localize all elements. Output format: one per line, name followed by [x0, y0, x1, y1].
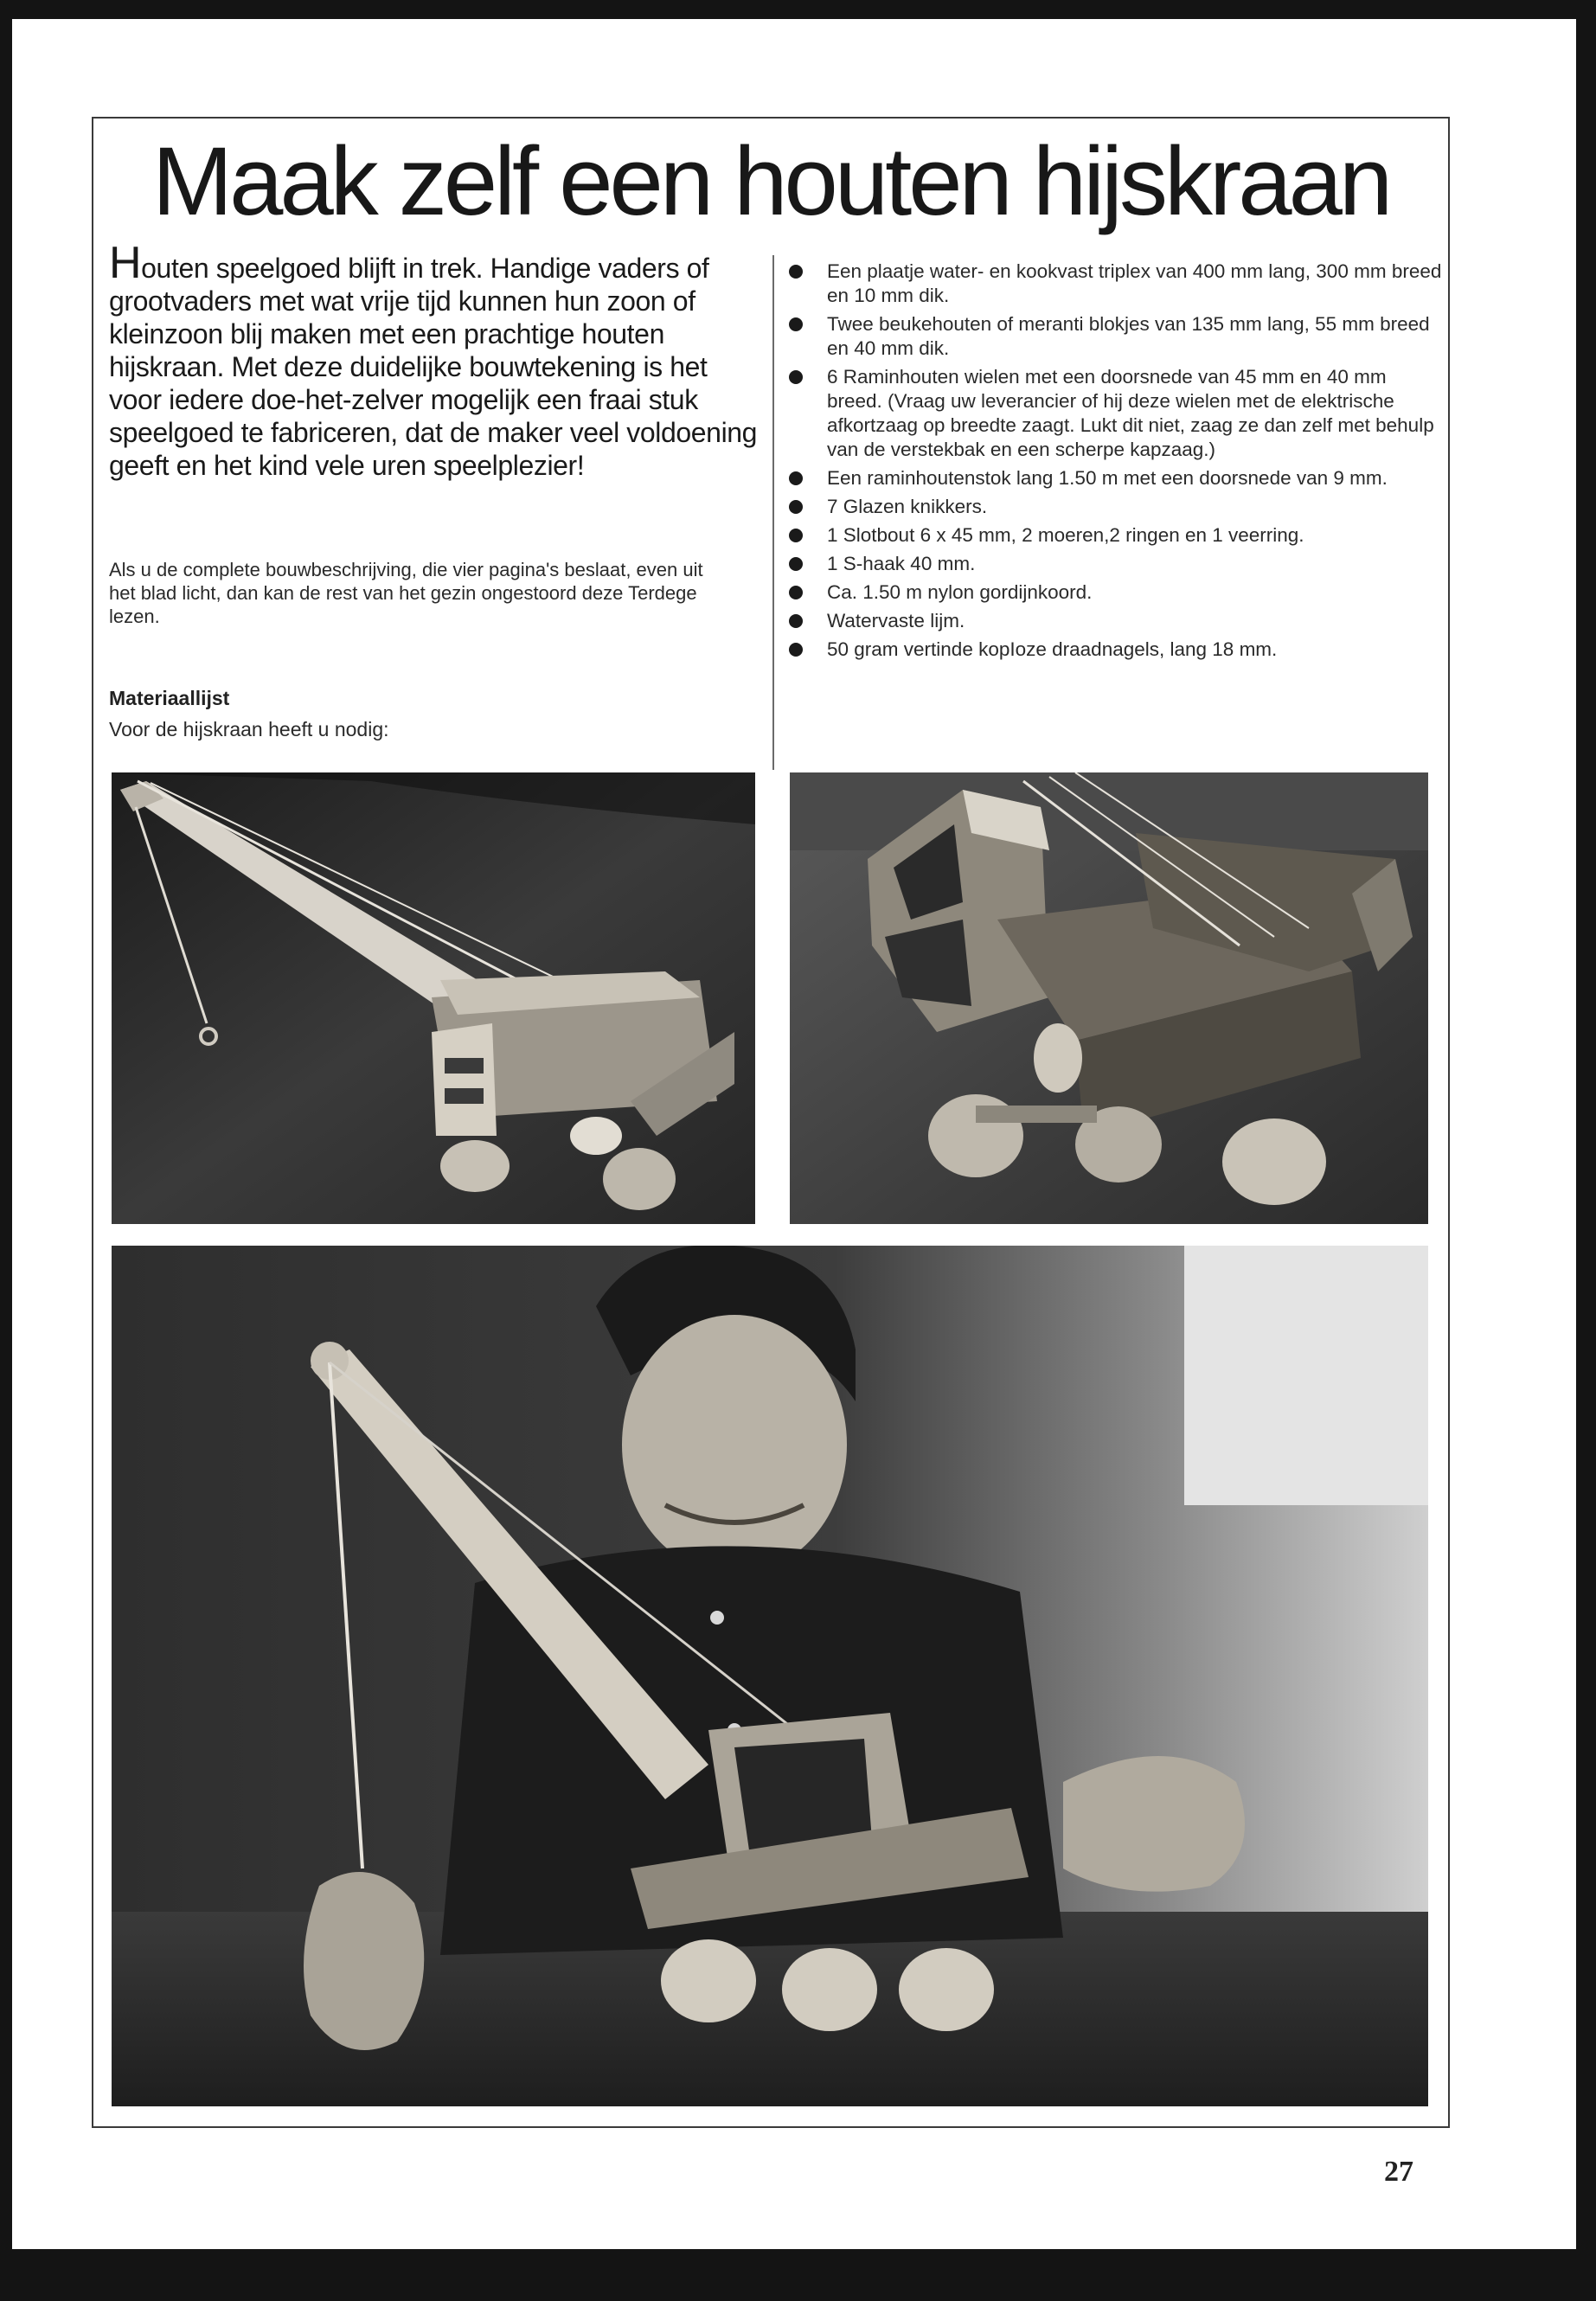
- bullet-icon: [789, 529, 803, 542]
- body-paragraph: Als u de complete bouwbeschrijving, die vier pagina's beslaat, even uit het blad licht, dan kan de rest van het gezin ongestoord deze Terdege lezen.: [109, 559, 703, 627]
- materials-list: [785, 260, 1443, 666]
- list-item: [785, 466, 1443, 490]
- materials-intro: Voor de hijskraan heeft u nodig:: [109, 718, 389, 740]
- intro-dropcap: H: [109, 238, 142, 288]
- list-item-text: 6 Raminhouten wielen met een doorsnede van 45 mm en 40 mm breed. (Vraag uw leverancier of hij deze wielen met de elektrische afkortzaag op breedte zaagt. Lukt dit niet, zaag ze dan zelf met behulp van de verstekbak en een scherpe kapzaag.): [827, 366, 1434, 460]
- intro-text: outen speelgoed blijft in trek. Handige vaders of grootvaders met wat vrije tijd kunnen hun zoon of kleinzoon blij maken met een prachtige houten hijskraan. Met deze duidelijke bouwtekening is het voor iedere doe-het-zelver mogelijk een fraai stuk speelgoed te fabriceren, dat de maker veel voldoening geeft en het kind vele uren speelplezier!: [109, 253, 758, 481]
- photo-crane-side-illustration: [112, 772, 755, 1224]
- scan-border-top: [0, 0, 1596, 19]
- photo-crane-close-up: [790, 772, 1428, 1224]
- photo-crane-side-view: [112, 772, 755, 1224]
- bullet-icon: [789, 586, 803, 599]
- list-item: [785, 638, 1443, 662]
- list-item: [785, 365, 1443, 462]
- list-item-text: 1 S-haak 40 mm.: [827, 553, 976, 574]
- list-item-text: Watervaste lijm.: [827, 610, 965, 631]
- list-item-text: Ca. 1.50 m nylon gordijnkoord.: [827, 581, 1093, 603]
- photo-boy-playing-with-crane: [112, 1246, 1428, 2106]
- list-item: [785, 552, 1443, 576]
- scan-border-left: [0, 0, 12, 2301]
- scan-border-bottom: [0, 2249, 1596, 2301]
- column-divider: [772, 255, 774, 770]
- materials-heading: Materiaallijst: [109, 687, 230, 709]
- article-title: Maak zelf een houten hijskraan: [151, 127, 1390, 235]
- scan-border-right: [1576, 0, 1596, 2301]
- bullet-icon: [789, 643, 803, 657]
- list-item-text: 50 gram vertinde kopIoze draadnagels, lang 18 mm.: [827, 638, 1278, 660]
- bullet-icon: [789, 317, 803, 331]
- bullet-icon: [789, 370, 803, 384]
- list-item: [785, 260, 1443, 308]
- list-item-text: Een raminhoutenstok lang 1.50 m met een doorsnede van 9 mm.: [827, 467, 1388, 489]
- list-item: [785, 580, 1443, 605]
- list-item-text: 7 Glazen knikkers.: [827, 496, 988, 517]
- list-item-text: Een plaatje water- en kookvast triplex van 400 mm lang, 300 mm breed en 10 mm dik.: [827, 260, 1442, 306]
- bullet-icon: [789, 614, 803, 628]
- photo-boy-illustration: [112, 1246, 1428, 2106]
- bullet-icon: [789, 500, 803, 514]
- photo-crane-closeup-illustration: [790, 772, 1428, 1224]
- list-item: [785, 495, 1443, 519]
- list-item-text: 1 Slotbout 6 x 45 mm, 2 moeren,2 ringen en 1 veerring.: [827, 524, 1304, 546]
- list-item: [785, 523, 1443, 548]
- page-number: 27: [1384, 2156, 1413, 2188]
- intro-paragraph: [109, 238, 766, 482]
- bullet-icon: [789, 265, 803, 279]
- bullet-icon: [789, 471, 803, 485]
- list-item: [785, 312, 1443, 361]
- bullet-icon: [789, 557, 803, 571]
- list-item-text: Twee beukehouten of meranti blokjes van 135 mm lang, 55 mm breed en 40 mm dik.: [827, 313, 1430, 359]
- list-item: [785, 609, 1443, 633]
